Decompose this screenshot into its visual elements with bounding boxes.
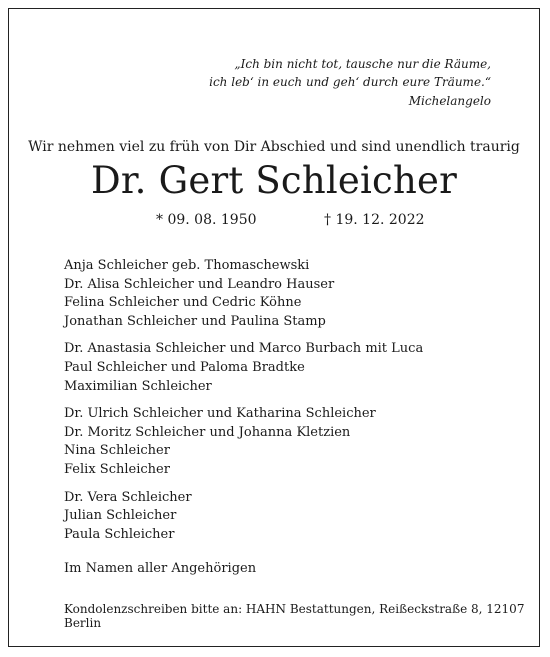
birth-date: * 09. 08. 1950 xyxy=(156,212,257,228)
mourner-name: Felix Schleicher xyxy=(64,461,170,477)
mourner-name: Dr. Vera Schleicher xyxy=(64,489,192,505)
mourner-name: Paula Schleicher xyxy=(64,526,175,542)
mourner-name: Julian Schleicher xyxy=(64,508,177,524)
closing-line: Im Namen aller Angehörigen xyxy=(64,561,257,576)
obituary-frame xyxy=(8,8,540,647)
mourner-name: Nina Schleicher xyxy=(64,443,170,459)
quote-line: ich leb‘ in euch und geh‘ durch eure Träume.“ xyxy=(209,74,491,89)
mourner-group xyxy=(64,489,423,545)
mourner-name: Dr. Anastasia Schleicher und Marco Burbach mit Luca xyxy=(64,341,424,357)
mourner-name: Maximilian Schleicher xyxy=(64,378,212,394)
quote-block xyxy=(209,56,491,111)
mourner-group xyxy=(64,340,423,396)
deceased-name: Dr. Gert Schleicher xyxy=(91,159,457,202)
mourners-list xyxy=(64,257,423,553)
death-date: † 19. 12. 2022 xyxy=(324,212,425,228)
mourner-name: Anja Schleicher geb. Thomaschewski xyxy=(64,258,310,273)
mourner-name: Paul Schleicher und Paloma Bradtke xyxy=(64,359,305,375)
mourner-name: Felina Schleicher und Cedric Köhne xyxy=(64,295,302,311)
quote-line: „Ich bin nicht tot, tausche nur die Räume, xyxy=(234,57,491,71)
condolence-address: Kondolenzschreiben bitte an: HAHN Bestattungen, Reißeckstraße 8, 12107 Berlin xyxy=(64,602,525,630)
quote-author: Michelangelo xyxy=(408,94,491,108)
intro-text: Wir nehmen viel zu früh von Dir Abschied und sind unendlich traurig xyxy=(28,139,520,155)
mourner-group xyxy=(64,405,423,479)
mourner-group xyxy=(64,257,423,331)
mourner-name: Jonathan Schleicher und Paulina Stamp xyxy=(64,313,326,329)
mourner-name: Dr. Moritz Schleicher und Johanna Kletzien xyxy=(64,424,351,440)
mourner-name: Dr. Ulrich Schleicher und Katharina Schleicher xyxy=(64,406,376,422)
mourner-name: Dr. Alisa Schleicher und Leandro Hauser xyxy=(64,276,335,292)
